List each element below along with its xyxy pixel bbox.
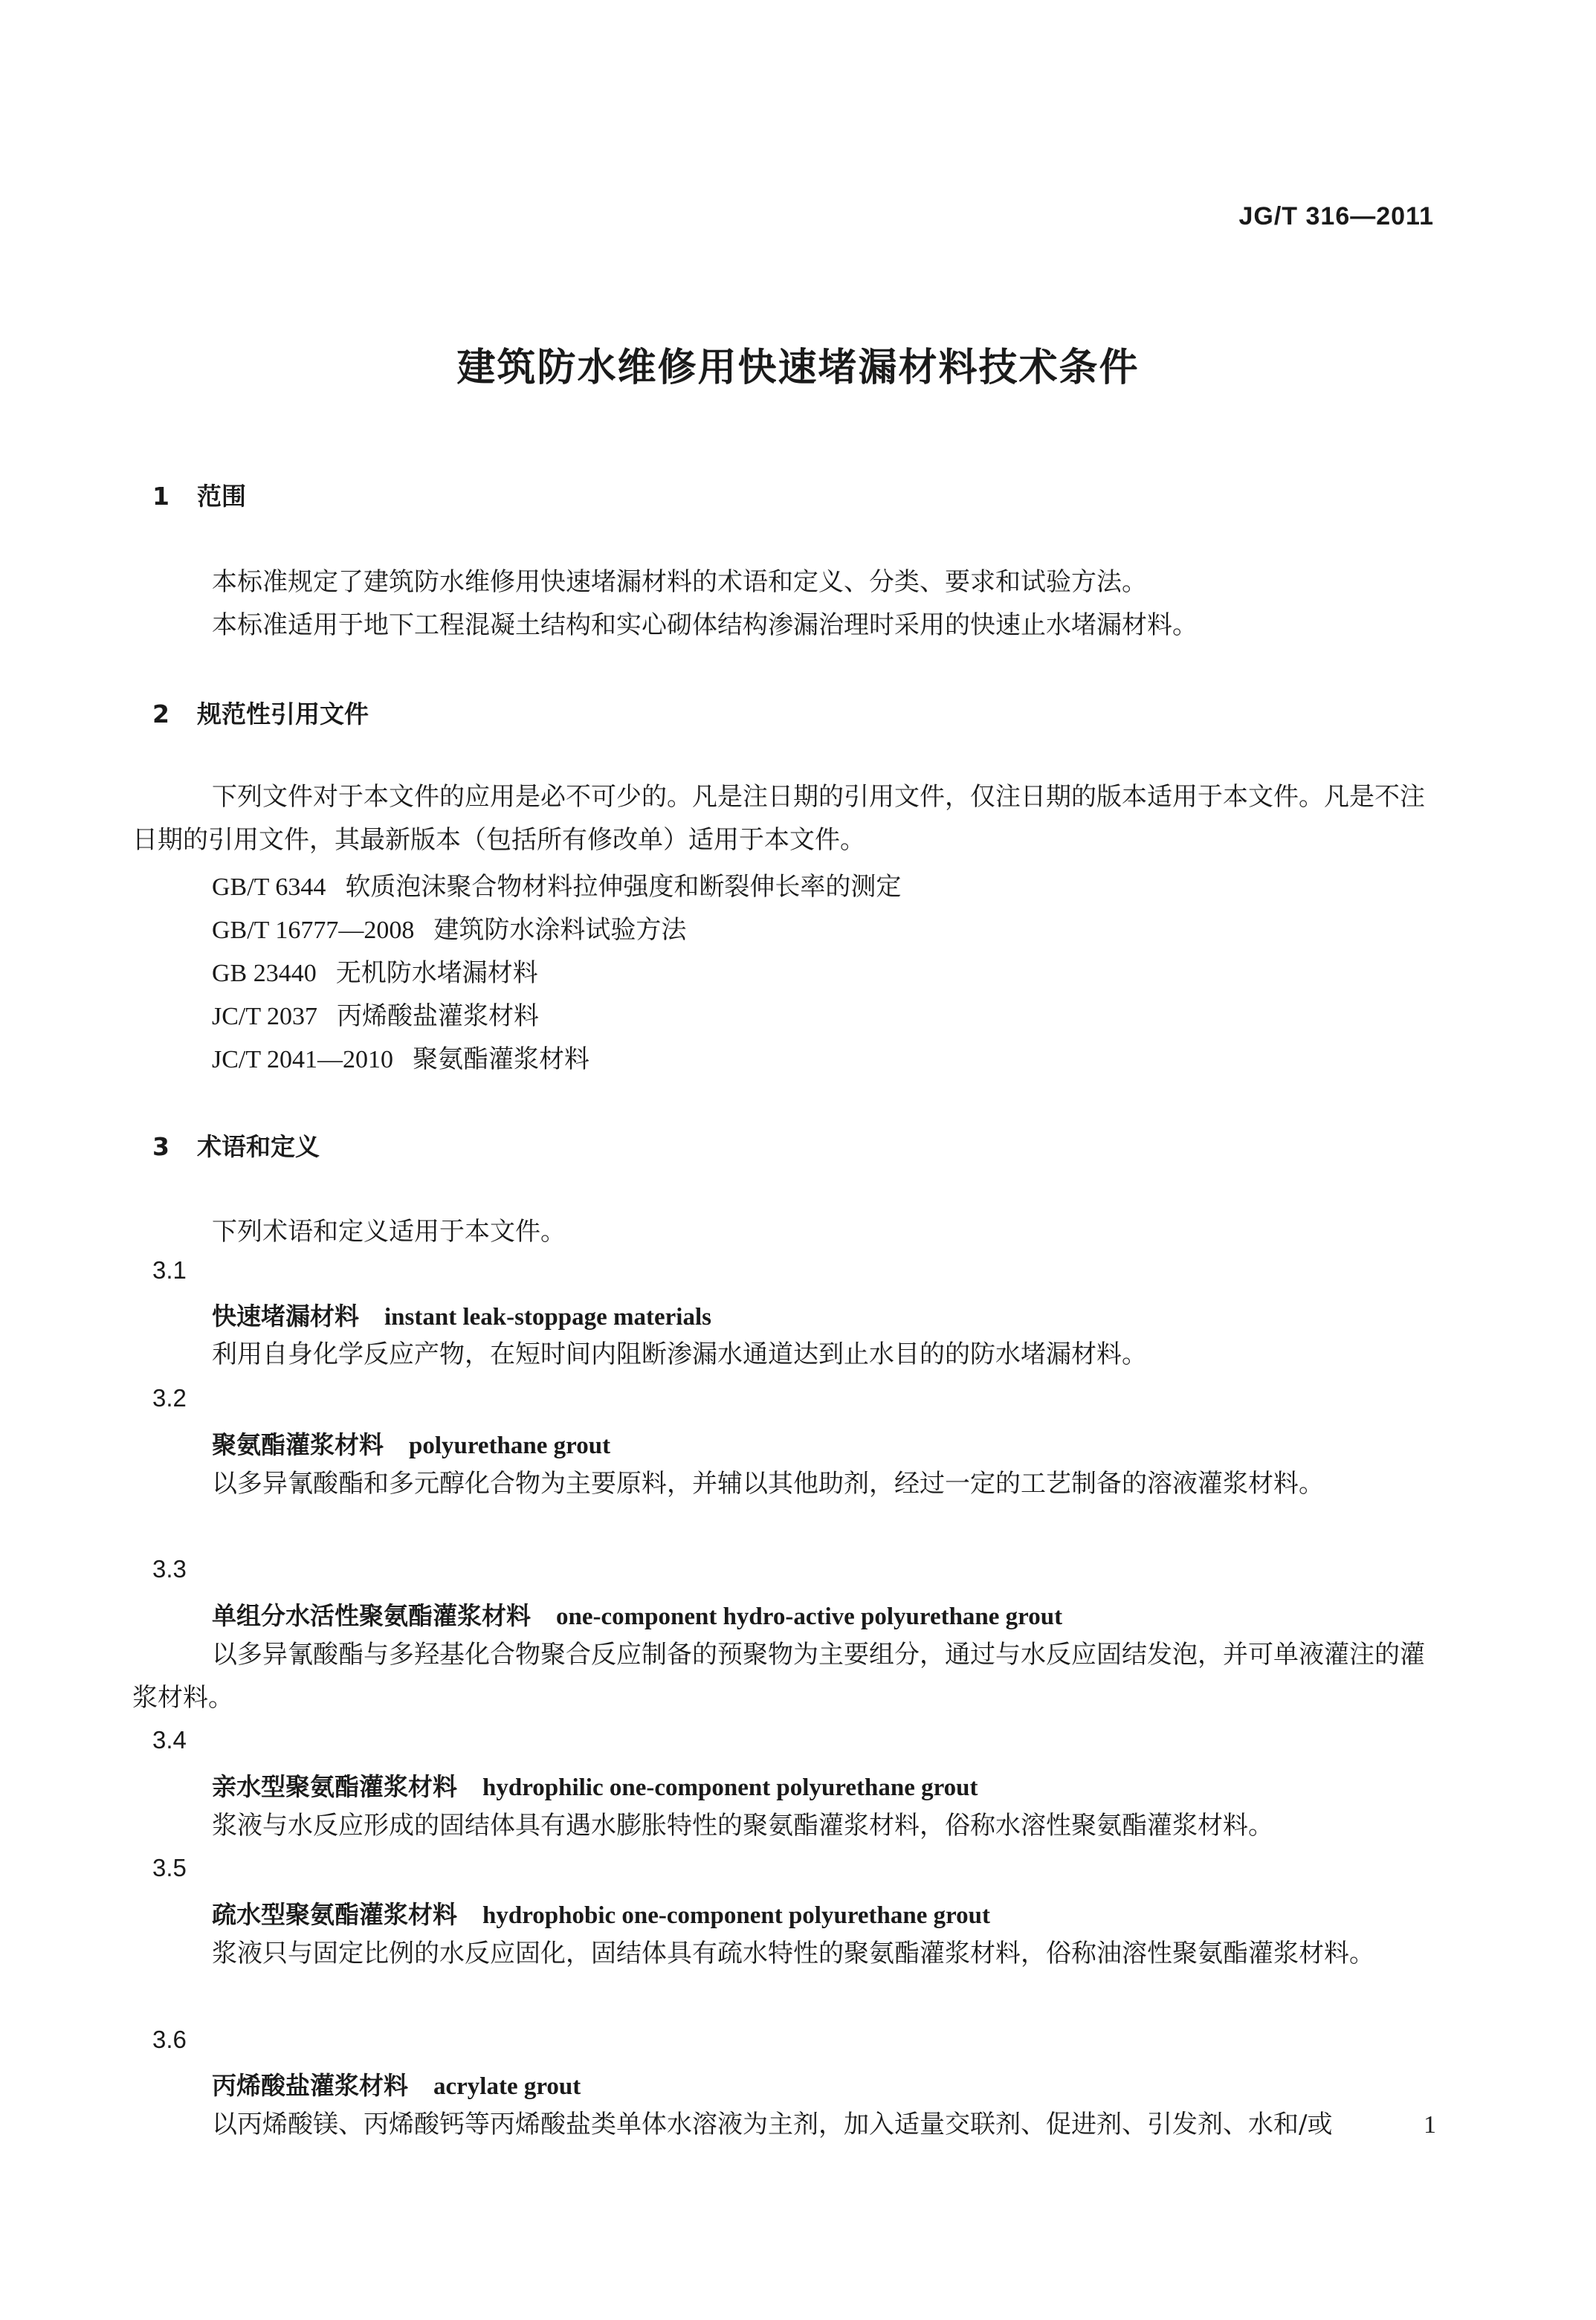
term-number: 3.3 — [152, 1555, 187, 1583]
term-en: acrylate grout — [433, 2073, 581, 2100]
reference-code: GB 23440 — [212, 960, 317, 987]
scope-line-1: 本标准规定了建筑防水维修用快速堵漏材料的术语和定义、分类、要求和试验方法。 — [212, 567, 1147, 597]
term-heading — [212, 1597, 1062, 1632]
reference-code: JC/T 2041—2010 — [212, 1046, 394, 1073]
reference-code: GB/T 6344 — [212, 873, 326, 901]
section-title: 规范性引用文件 — [197, 699, 369, 728]
term-zh: 丙烯酸盐灌浆材料 — [212, 2071, 408, 2100]
reference-item — [212, 909, 686, 946]
term-en: instant leak-stoppage materials — [384, 1304, 711, 1331]
section-1-heading — [152, 477, 246, 512]
term-heading — [212, 1297, 711, 1332]
term-definition: 以多异氰酸酯与多羟基化合物聚合反应制备的预聚物为主要组分，通过与水反应固结发泡，并可单液灌注的灌浆材料。 — [132, 1640, 1425, 1713]
term-en: one-component hydro-active polyurethane grout — [556, 1603, 1063, 1630]
term-definition: 以丙烯酸镁、丙烯酸钙等丙烯酸盐类单体水溶液为主剂，加入适量交联剂、促进剂、引发剂、水和/或 — [212, 2110, 1333, 2139]
reference-title: 软质泡沫聚合物材料拉伸强度和断裂伸长率的测定 — [345, 872, 902, 902]
term-zh: 聚氨酯灌浆材料 — [212, 1430, 384, 1459]
term-zh: 亲水型聚氨酯灌浆材料 — [212, 1772, 457, 1801]
term-en: hydrophilic one-component polyurethane grout — [482, 1774, 978, 1801]
term-number: 3.6 — [152, 2026, 187, 2053]
section-title: 范围 — [197, 482, 246, 511]
reference-item — [212, 995, 539, 1032]
section-2-heading — [152, 695, 369, 730]
references-intro: 下列文件对于本文件的应用是必不可少的。凡是注日期的引用文件，仅注日期的版本适用于本文件。凡是不注日期的引用文件，其最新版本（包括所有修改单）适用于本文件。 — [132, 782, 1425, 855]
reference-item — [212, 1038, 589, 1075]
term-heading — [212, 1768, 978, 1803]
term-heading — [212, 1896, 990, 1930]
term-definition: 利用自身化学反应产物，在短时间内阻断渗漏水通道达到止水目的的防水堵漏材料。 — [212, 1340, 1147, 1369]
reference-title: 聚氨酯灌浆材料 — [413, 1044, 590, 1074]
reference-title: 建筑防水涂料试验方法 — [433, 915, 687, 945]
term-number: 3.4 — [152, 1726, 187, 1754]
term-en: polyurethane grout — [409, 1432, 611, 1459]
reference-code: GB/T 16777—2008 — [212, 917, 415, 944]
reference-item — [212, 866, 901, 902]
term-definition: 浆液只与固定比例的水反应固化，固结体具有疏水特性的聚氨酯灌浆材料，俗称油溶性聚氨酯灌浆材料。 — [212, 1939, 1374, 1968]
reference-title: 无机防水堵漏材料 — [335, 958, 538, 988]
section-title: 术语和定义 — [197, 1132, 320, 1161]
term-definition: 浆液与水反应形成的固结体具有遇水膨胀特性的聚氨酯灌浆材料，俗称水溶性聚氨酯灌浆材料。 — [212, 1811, 1273, 1841]
term-number: 3.5 — [152, 1854, 187, 1881]
term-definition: 以多异氰酸酯和多元醇化合物为主要原料，并辅以其他助剂，经过一定的工艺制备的溶液灌浆材料。 — [212, 1469, 1324, 1499]
term-number: 3.2 — [152, 1384, 187, 1412]
section-number: 1 — [152, 482, 169, 511]
reference-title: 丙烯酸盐灌浆材料 — [337, 1001, 540, 1031]
term-heading — [212, 2067, 581, 2101]
scope-line-2: 本标准适用于地下工程混凝土结构和实心砌体结构渗漏治理时采用的快速止水堵漏材料。 — [212, 610, 1198, 640]
standard-code: JG/T 316—2011 — [1238, 202, 1434, 230]
section-3-heading — [152, 1128, 320, 1163]
reference-code: JC/T 2037 — [212, 1003, 318, 1030]
reference-item — [212, 952, 538, 989]
term-zh: 疏水型聚氨酯灌浆材料 — [212, 1900, 457, 1929]
term-zh: 单组分水活性聚氨酯灌浆材料 — [212, 1601, 531, 1630]
term-en: hydrophobic one-component polyurethane grout — [482, 1902, 991, 1929]
section-number: 2 — [152, 699, 169, 728]
document-title: 建筑防水维修用快速堵漏材料技术条件 — [456, 346, 1140, 390]
term-number: 3.1 — [152, 1256, 187, 1284]
section-number: 3 — [152, 1132, 169, 1161]
page-number: 1 — [1424, 2111, 1436, 2139]
term-heading — [212, 1426, 610, 1461]
terms-intro: 下列术语和定义适用于本文件。 — [212, 1217, 566, 1247]
term-zh: 快速堵漏材料 — [212, 1302, 359, 1331]
